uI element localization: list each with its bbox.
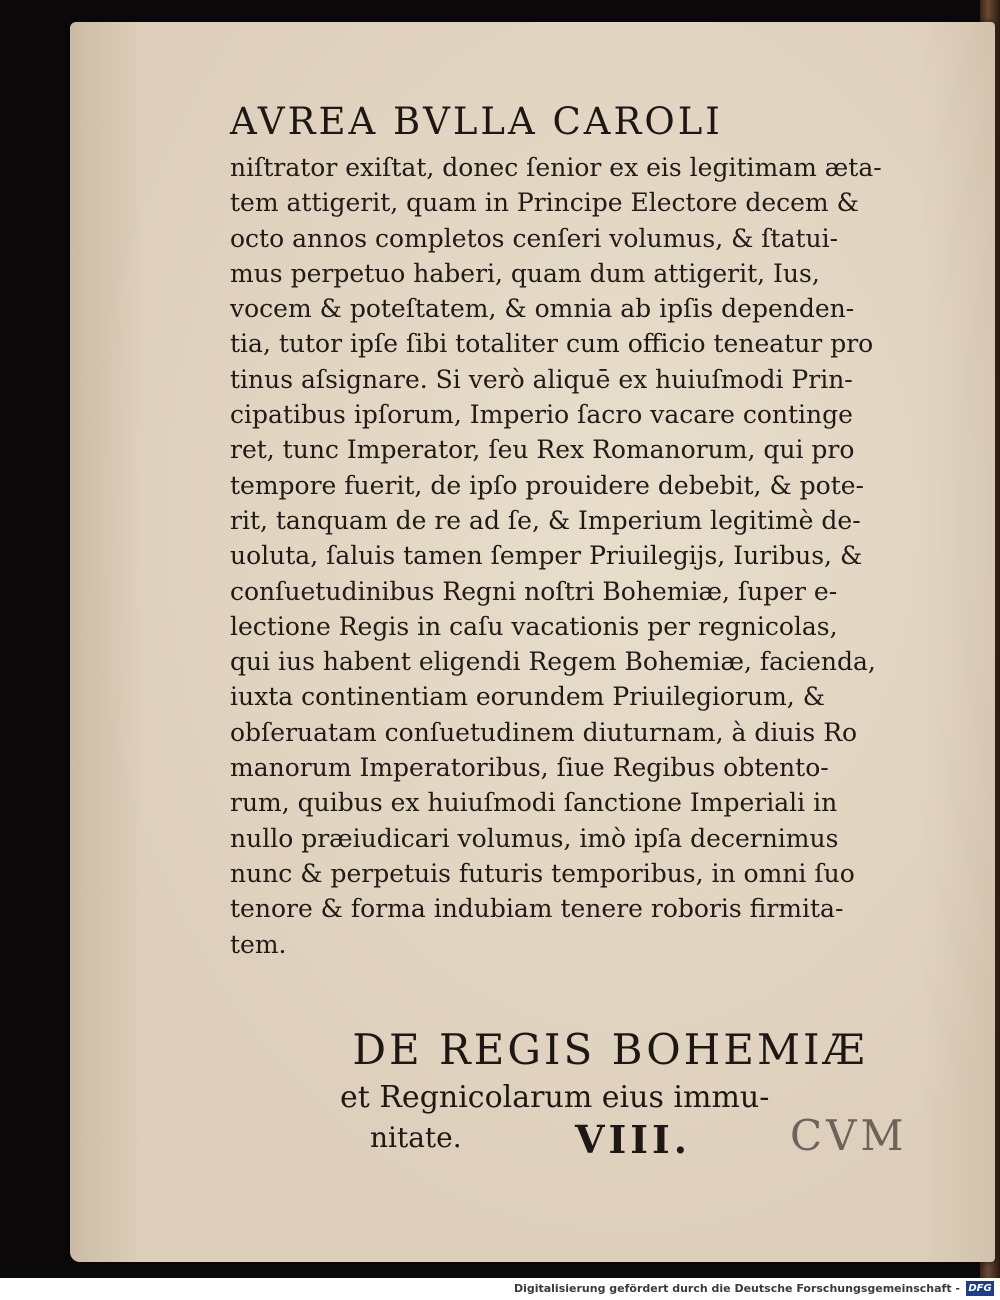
funding-credit: Digitalisierung gefördert durch die Deutsche Forschungsgemeinschaft -: [513, 1282, 960, 1295]
body-text: [230, 150, 930, 962]
text-line: tempore fuerit, de ipſo prouidere debebit, & pote-: [230, 470, 864, 500]
text-line: tia, tutor ipſe ſibi totaliter cum officio teneatur pro: [230, 329, 874, 359]
text-line: tem.: [230, 929, 287, 959]
text-line: octo annos completos cenſeri volumus, & ſtatui-: [230, 223, 839, 253]
chapter-heading-title: DE REGIS BOHEMIÆ: [352, 1025, 868, 1074]
text-line: uoluta, ſaluis tamen ſemper Priuilegijs, Iuribus, &: [230, 541, 863, 571]
running-head: AVREA BVLLA CAROLI: [230, 100, 723, 143]
chapter-heading-last-line: [250, 1111, 930, 1163]
text-line: cipatibus ipſorum, Imperio ſacro vacare continge: [230, 400, 853, 430]
text-line: iuxta continentiam eorundem Priuilegiorum, &: [230, 682, 825, 712]
text-line: tenore & forma indubiam tenere roboris firmita-: [230, 894, 844, 924]
text-line: tem attigerit, quam in Principe Electore decem &: [230, 188, 859, 218]
text-line: obſeruatam conſuetudinem diuturnam, à diuis Ro: [230, 717, 858, 747]
chapter-number: VIII.: [575, 1117, 692, 1162]
text-line: mus perpetuo haberi, quam dum attigerit, Ius,: [230, 258, 820, 288]
text-line: vocem & poteſtatem, & omnia ab ipſis dependen-: [230, 294, 855, 324]
text-line: ret, tunc Imperator, ſeu Rex Romanorum, qui pro: [230, 435, 855, 465]
dfg-logo: DFG: [966, 1281, 994, 1296]
text-line: lectione Regis in caſu vacationis per regnicolas,: [230, 611, 838, 641]
text-line: manorum Imperatoribus, ſiue Regibus obtento-: [230, 753, 829, 783]
text-line: tinus aſsignare. Si verò aliquē ex huiuſmodi Prin-: [230, 364, 853, 394]
text-line: nullo præiudicari volumus, imò ipſa decernimus: [230, 823, 839, 853]
text-line: qui ius habent eligendi Regem Bohemiæ, facienda,: [230, 647, 876, 677]
text-line: rit, tanquam de re ad ſe, & Imperium legitimè de-: [230, 505, 861, 535]
text-line: nunc & perpetuis futuris temporibus, in omni ſuo: [230, 858, 855, 888]
catchword: CVM: [790, 1111, 908, 1160]
chapter-heading-subtitle: et Regnicolarum eius immu-: [340, 1080, 770, 1115]
text-line: rum, quibus ex huiuſmodi ſanctione Imperiali in: [230, 788, 838, 818]
footer-bar: [0, 1278, 1000, 1300]
chapter-heading-continuation: nitate.: [370, 1121, 462, 1154]
chapter-heading: [250, 1025, 930, 1163]
text-line: conſuetudinibus Regni noſtri Bohemiæ, ſuper e-: [230, 576, 838, 606]
text-line: niſtrator exiſtat, donec ſenior ex eis legitimam æta-: [230, 153, 882, 182]
